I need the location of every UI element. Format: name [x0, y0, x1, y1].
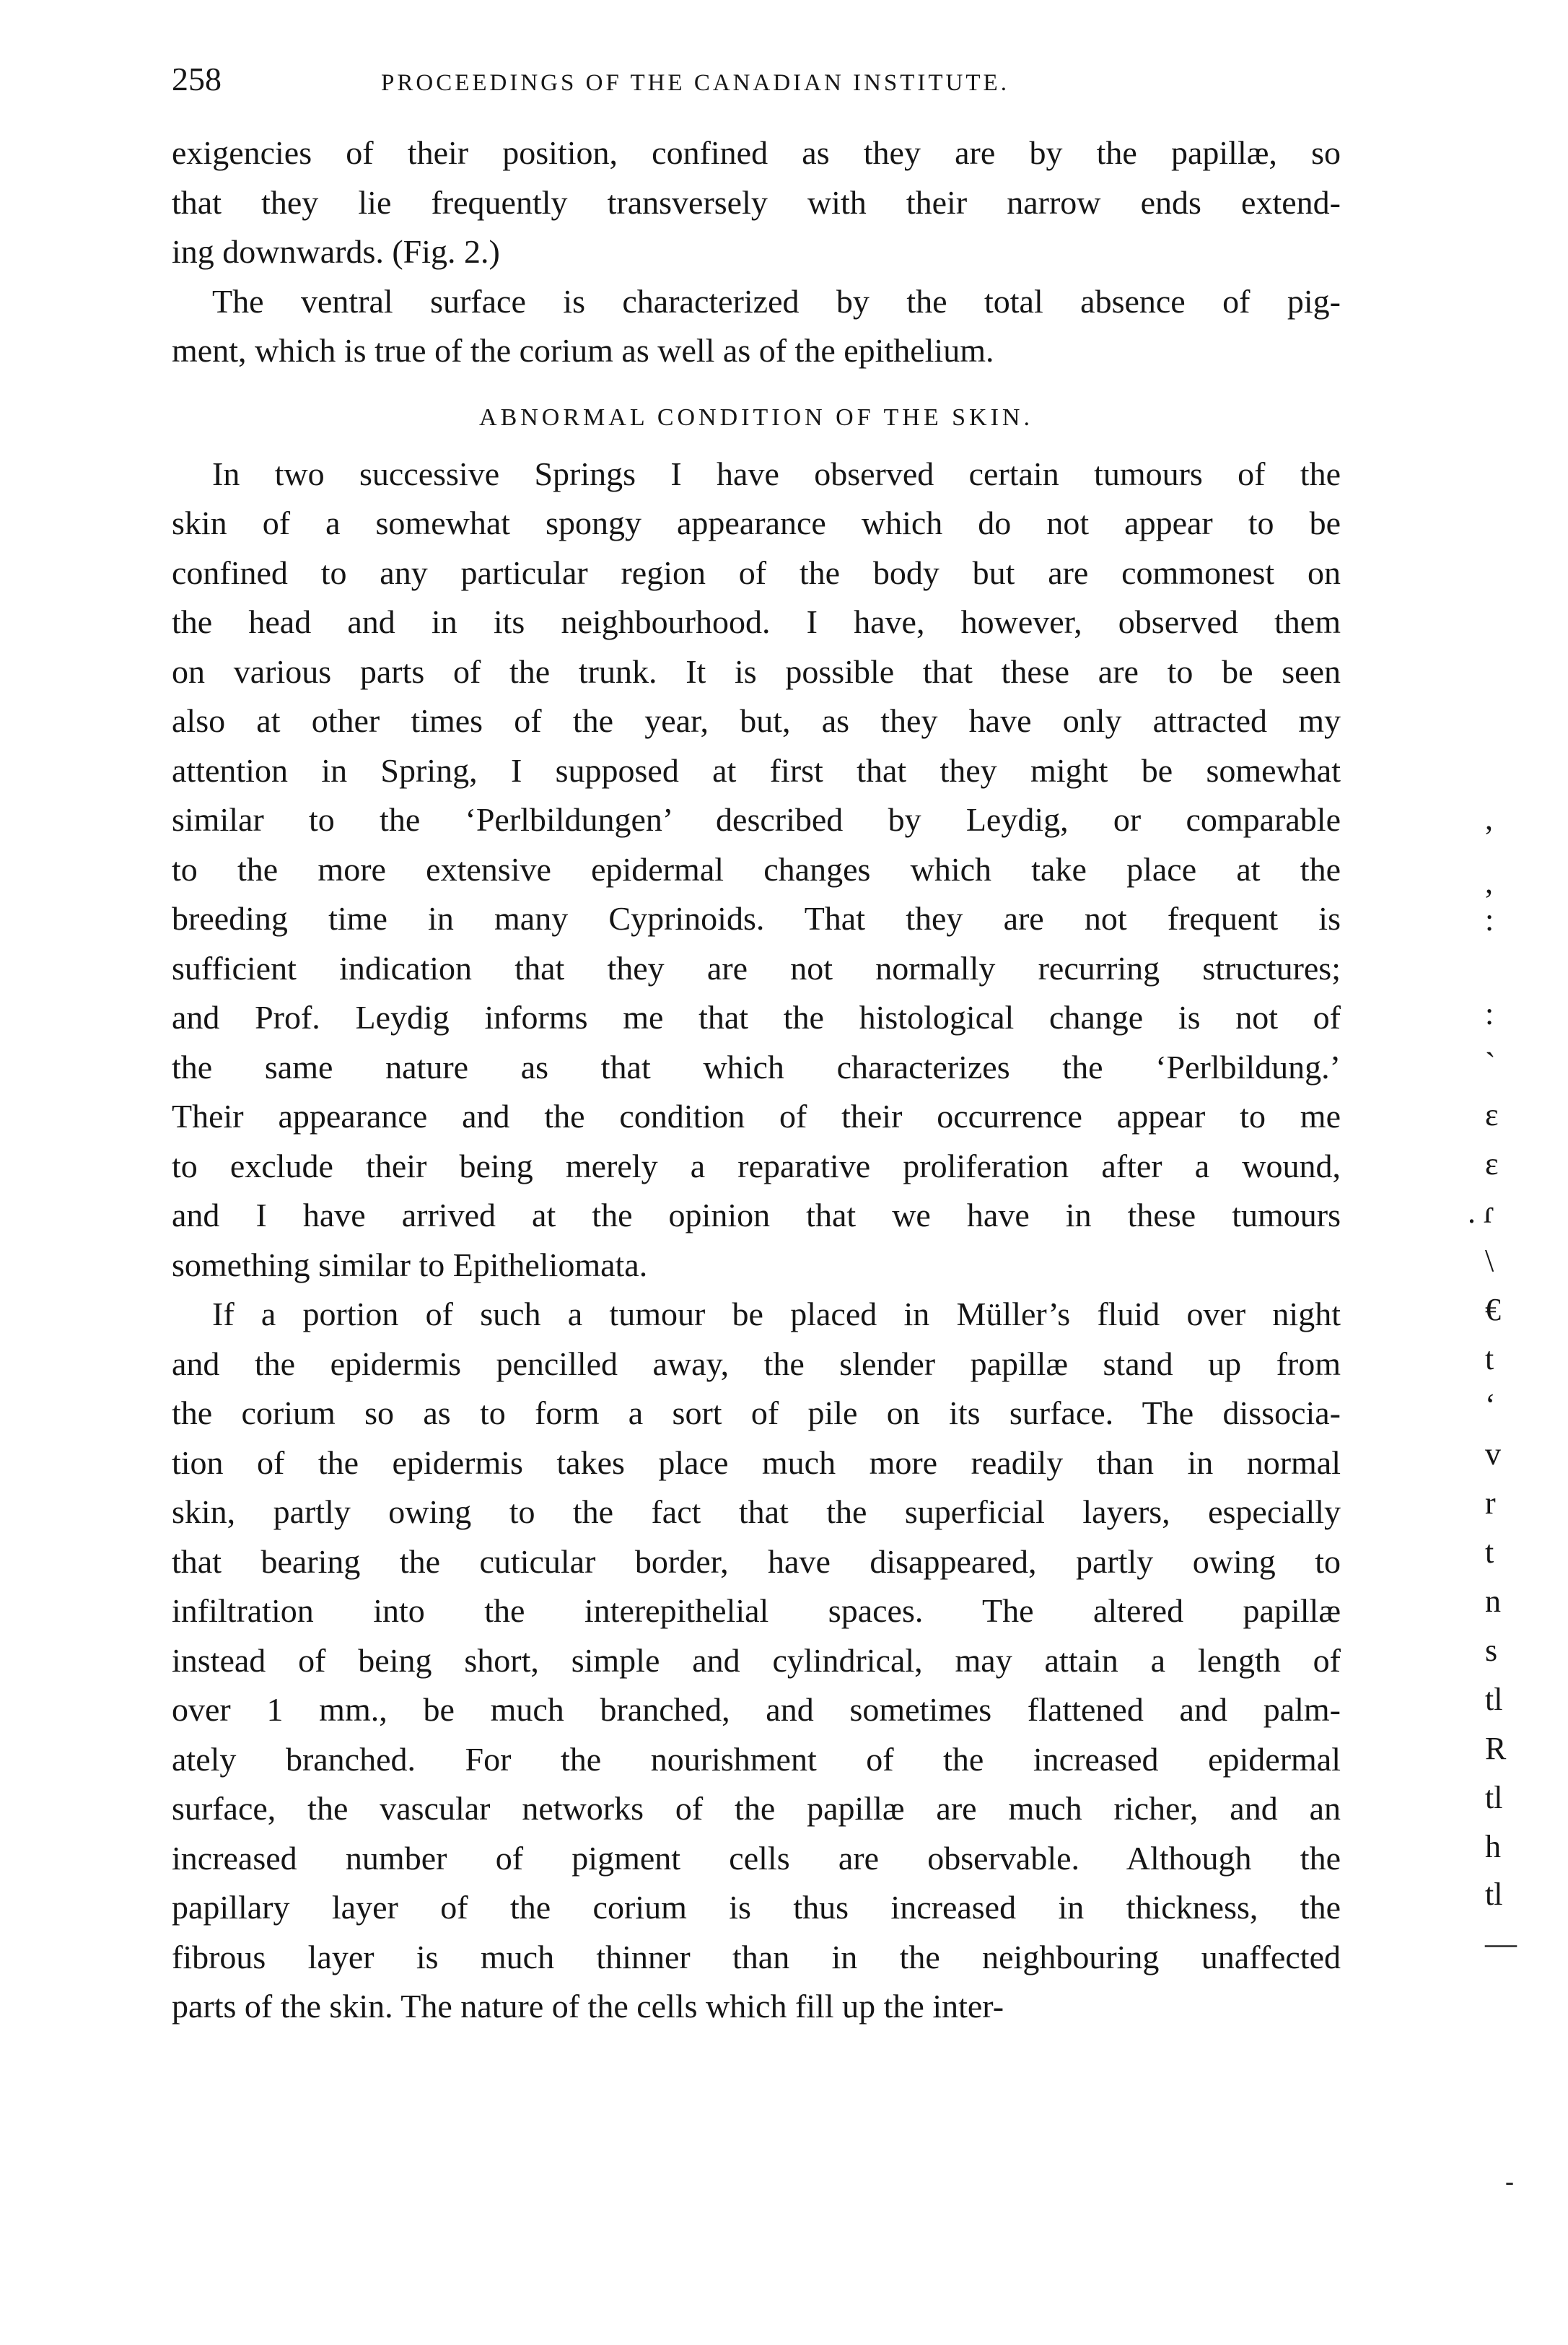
margin-mark: ` — [1485, 1047, 1496, 1082]
margin-mark: \ — [1485, 1243, 1494, 1278]
text-line: breeding time in many Cyprinoids. That they are not frequent is — [172, 900, 1341, 937]
margin-mark: € — [1485, 1292, 1501, 1327]
text-line: the same nature as that which characterizes the ‘Perlbildung.’ — [172, 1048, 1341, 1086]
margin-mark: v — [1485, 1436, 1501, 1472]
paragraph-1 — [172, 128, 1341, 277]
margin-mark: n — [1485, 1584, 1501, 1619]
text-line: that bearing the cuticular border, have disappeared, partly owing to — [172, 1542, 1341, 1580]
margin-mark: t — [1485, 1341, 1494, 1376]
margin-mark: s — [1485, 1633, 1498, 1668]
margin-mark: ‘ — [1485, 1387, 1496, 1423]
text-line: tion of the epidermis takes place much more readily than in normal — [172, 1444, 1341, 1481]
text-line: ately branched. For the nourishment of the increased epidermal — [172, 1740, 1341, 1778]
text-line: over 1 mm., be much branched, and sometimes flattened and palm- — [172, 1691, 1341, 1728]
paragraph-2 — [172, 277, 1341, 376]
margin-mark: h — [1485, 1829, 1501, 1864]
margin-mark: , — [1485, 801, 1493, 837]
text-line: the head and in its neighbourhood. I have, however, observed them — [172, 603, 1341, 640]
paragraph-3 — [172, 450, 1341, 1291]
text-line: fibrous layer is much thinner than in the neighbouring unaffected — [172, 1938, 1341, 1975]
section-heading: ABNORMAL CONDITION OF THE SKIN. — [479, 403, 1033, 431]
margin-mark: . ɾ — [1468, 1195, 1494, 1230]
text-line: something similar to Epitheliomata. — [172, 1246, 648, 1283]
margin-mark: : — [1485, 902, 1494, 938]
page-header — [172, 59, 1341, 110]
text-line: instead of being short, simple and cylindrical, may attain a length of — [172, 1641, 1341, 1679]
margin-mark: R — [1485, 1731, 1507, 1766]
text-line: similar to the ‘Perlbildungen’ described by Leydig, or comparable — [172, 801, 1341, 838]
text-line: and the epidermis pencilled away, the slender papillæ stand up from — [172, 1345, 1341, 1382]
margin-mark: r — [1485, 1485, 1496, 1521]
text-line: on various parts of the trunk. It is possible that these are to be seen — [172, 652, 1341, 690]
margin-mark: t — [1485, 1534, 1494, 1570]
text-line: skin, partly owing to the fact that the superficial layers, especially — [172, 1493, 1341, 1530]
stray-mark: - — [1505, 2167, 1514, 2196]
text-line: to the more extensive epidermal changes which take place at the — [172, 850, 1341, 888]
margin-mark: tl — [1485, 1877, 1503, 1912]
text-line: The ventral surface is characterized by the total absence of pig- — [212, 282, 1341, 320]
margin-mark: , — [1485, 865, 1493, 900]
text-line: to exclude their being merely a reparative proliferation after a wound, — [172, 1147, 1341, 1184]
text-line: surface, the vascular networks of the papillæ are much richer, and an — [172, 1790, 1341, 1827]
text-line: attention in Spring, I supposed at first that they might be somewhat — [172, 751, 1341, 789]
text-line: and Prof. Leydig informs me that the histological change is not of — [172, 999, 1341, 1036]
text-line: and I have arrived at the opinion that we have in these tumours — [172, 1197, 1341, 1233]
text-line: the corium so as to form a sort of pile on its surface. The dissocia- — [172, 1394, 1341, 1431]
page-number: 258 — [172, 61, 222, 97]
paragraph-4 — [172, 1290, 1341, 2032]
text-line: infiltration into the interepithelial spaces. The altered papillæ — [172, 1592, 1341, 1629]
text-line: If a portion of such a tumour be placed in Müller’s fluid over night — [212, 1296, 1341, 1332]
text-line: that they lie frequently transversely with their narrow ends extend- — [172, 183, 1341, 221]
running-head: PROCEEDINGS OF THE CANADIAN INSTITUTE. — [381, 70, 1009, 96]
text-line: Their appearance and the condition of their occurrence appear to me — [172, 1098, 1341, 1135]
margin-mark: — — [1485, 1926, 1517, 1961]
text-line: skin of a somewhat spongy appearance which do not appear to be — [172, 505, 1341, 541]
text-line: ment, which is true of the corium as well as of the epithelium. — [172, 332, 994, 369]
margin-mark: tl — [1485, 1682, 1503, 1717]
text-line: increased number of pigment cells are observable. Although the — [172, 1839, 1341, 1877]
text-line: also at other times of the year, but, as they have only attracted my — [172, 702, 1341, 739]
margin-mark: ɛ — [1485, 1146, 1499, 1182]
text-line: exigencies of their position, confined as they are by the papillæ, so — [172, 134, 1341, 171]
text-line: parts of the skin. The nature of the cells which fill up the inter- — [172, 1988, 1004, 2025]
text-line: confined to any particular region of the body but are commonest on — [172, 554, 1341, 591]
margin-mark: ɛ — [1485, 1097, 1499, 1132]
text-line: In two successive Springs I have observed certain tumours of the — [212, 455, 1341, 492]
text-line: sufficient indication that they are not normally recurring structures; — [172, 949, 1341, 987]
margin-mark: : — [1485, 996, 1494, 1031]
body-text — [172, 128, 1341, 2032]
text-line: ing downwards. (Fig. 2.) — [172, 233, 500, 270]
text-line: papillary layer of the corium is thus increased in thickness, the — [172, 1889, 1341, 1926]
margin-mark: tl — [1485, 1780, 1503, 1815]
